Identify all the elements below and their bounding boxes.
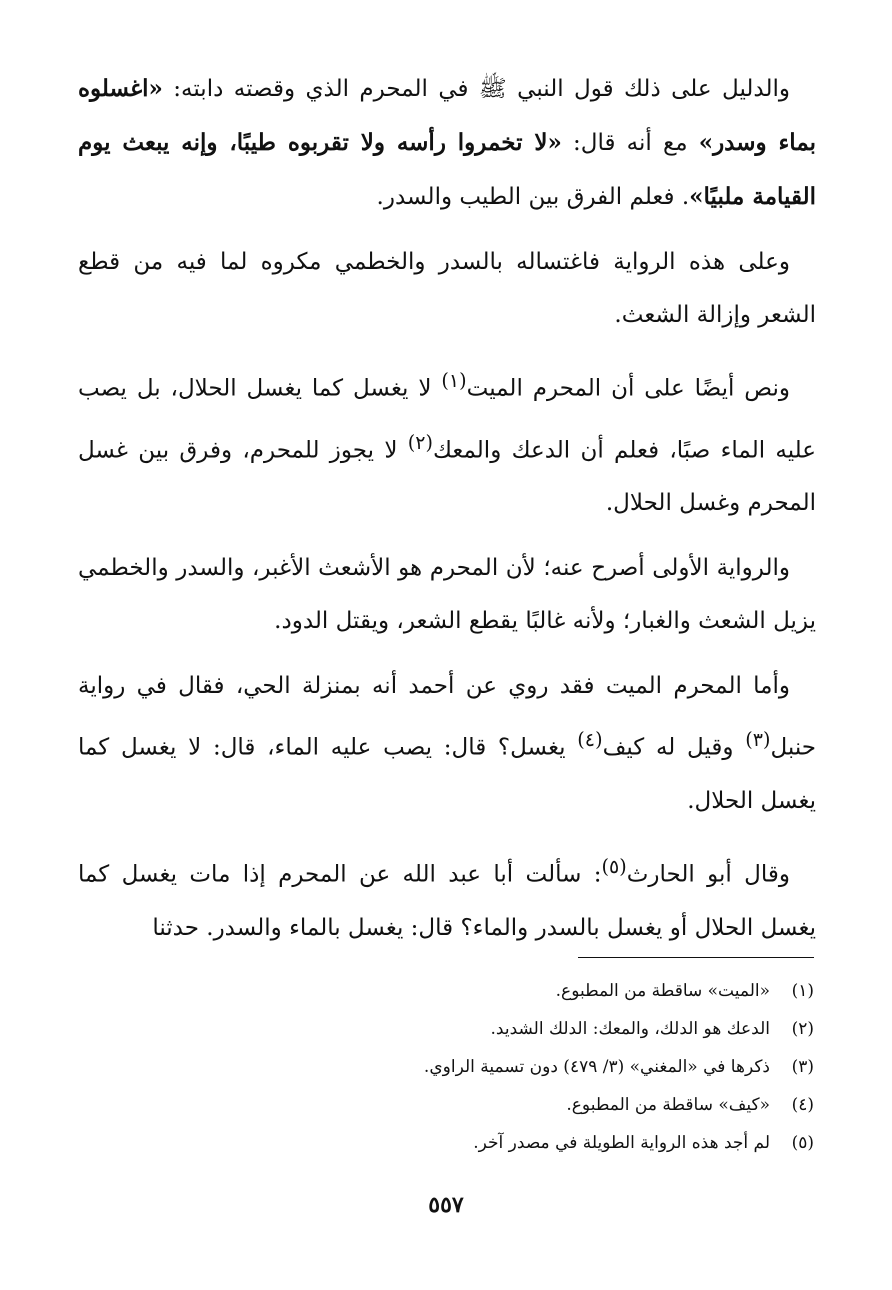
footnote-number: (٣) — [791, 1057, 814, 1077]
footnote-number: (١) — [791, 981, 814, 1001]
footnote-divider — [578, 957, 814, 958]
paragraph-text: : سألت أبا عبد الله عن المحرم إذا مات يغسل كما يغسل الحلال أو يغسل بالسدر والماء؟ قال: يغسل بالماء والسدر. حدثنا — [78, 861, 816, 941]
paragraph-text: . فعلم الفرق بين الطيب والسدر. — [376, 184, 690, 210]
paragraph-text: لا يغسل كما يغسل الحلال، بل يصب عليه الماء صبًا، فعلم أن الدعك والمعك — [78, 375, 817, 464]
footnote-text: «الميت» ساقطة من المطبوع. — [555, 981, 770, 1001]
footnote-number: (٤) — [791, 1095, 814, 1115]
paragraph-text: لا يجوز للمحرم، وفرق بين غسل المحرم وغسل الحلال. — [78, 437, 816, 517]
footnote-ref: (٤) — [577, 728, 603, 752]
hadith-quote: «اغسلوه بماء وسدر» — [78, 75, 817, 156]
paragraph-text: والرواية الأولى أصرح عنه؛ لأن المحرم هو الأشعث الأغبر، والسدر والخطمي يزيل الشعث والغبار؛ ولأنه غالبًا يقطع الشعر، ويقتل الدود. — [78, 555, 816, 635]
paragraph-text: وقال أبو الحارث — [626, 861, 790, 888]
footnote-ref: (٢) — [407, 430, 434, 454]
paragraph-text: ونص أيضًا على أن المحرم الميت — [466, 375, 790, 402]
footnote-number: (٢) — [791, 1019, 814, 1039]
footnotes-list — [76, 972, 814, 1162]
footnote-item — [76, 1048, 814, 1086]
paragraph — [78, 840, 816, 955]
main-text — [78, 62, 816, 967]
footnote-item — [76, 1086, 814, 1124]
footnote-item — [76, 972, 814, 1010]
footnote-text: لم أجد هذه الرواية الطويلة في مصدر آخر. — [473, 1133, 770, 1153]
paragraph — [78, 62, 816, 224]
hadith-quote: «لا تخمروا رأسه ولا تقربوه طيبًا، وإنه يبعث يوم القيامة ملبيًا» — [78, 129, 816, 210]
paragraph-text: والدليل على ذلك قول النبي ﷺ في المحرم الذي وقصته دابته: — [162, 76, 790, 102]
footnote-text: «كيف» ساقطة من المطبوع. — [566, 1095, 770, 1115]
paragraph — [78, 354, 816, 530]
paragraph — [78, 542, 816, 648]
paragraph-text: يغسل؟ قال: يصب عليه الماء، قال: لا يغسل كما يغسل الحلال. — [78, 734, 816, 814]
footnote-item — [76, 1124, 814, 1162]
paragraph — [78, 660, 816, 828]
page-number: ٥٥٧ — [428, 1192, 464, 1218]
footnote-ref: (٥) — [601, 854, 627, 878]
paragraph — [78, 236, 816, 342]
footnote-number: (٥) — [791, 1133, 814, 1153]
paragraph-text: وعلى هذه الرواية فاغتساله بالسدر والخطمي مكروه لما فيه من قطع الشعر وإزالة الشعث. — [78, 249, 816, 328]
footnote-item — [76, 1010, 814, 1048]
footnote-ref: (١) — [441, 369, 467, 392]
footnote-text: ذكرها في «المغني» (٣/ ٤٧٩) دون تسمية الراوي. — [423, 1057, 770, 1077]
footnote-ref: (٣) — [745, 728, 771, 752]
paragraph-text: وقيل له كيف — [602, 734, 746, 761]
footnote-text: الدعك هو الدلك، والمعك: الدلك الشديد. — [490, 1019, 770, 1039]
paragraph-text: مع أنه قال: — [561, 130, 699, 156]
paragraph-text: وأما المحرم الميت فقد روي عن أحمد أنه بمنزلة الحي، فقال في رواية حنبل — [78, 673, 817, 761]
